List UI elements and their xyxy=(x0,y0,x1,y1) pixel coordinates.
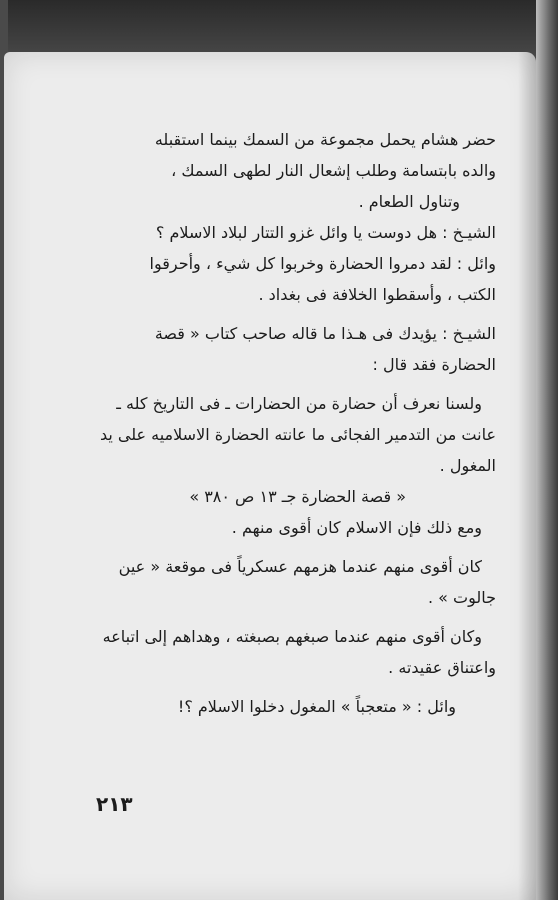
page-text xyxy=(26,124,496,722)
page-fold-shadow xyxy=(518,52,536,900)
text-line: والده بابتسامة وطلب إشعال النار لطهى السمك ، xyxy=(171,161,496,180)
quote-line: المغول . xyxy=(439,456,496,475)
text-line: الكتب ، وأسقطوا الخلافة فى بغداد . xyxy=(258,285,496,304)
dialogue-line-wael: وائل : لقد دمروا الحضارة وخربوا كل شيء ، وأحرقوا xyxy=(149,254,496,273)
page-number: ٢١٣ xyxy=(96,792,133,816)
text-line: جالوت » . xyxy=(427,588,496,607)
text-line: وكان أقوى منهم عندما صبغهم بصبغته ، وهداهم إلى اتباعه xyxy=(102,627,482,646)
text-line: واعتناق عقيدته . xyxy=(388,658,496,677)
quote-line: عانت من التدمير الفجائى ما عانته الحضارة الاسلاميه على يد xyxy=(99,425,496,444)
dialogue-line-sheikh: الشيـخ : هل دوست يا وائل غزو التتار لبلاد الاسلام ؟ xyxy=(155,223,496,242)
citation: « قصة الحضارة جـ ١٣ ص ٣٨٠ » xyxy=(189,487,406,506)
dialogue-line-wael: وائل : « متعجباً » المغول دخلوا الاسلام ؟! xyxy=(177,697,456,716)
quote-line: ولسنا نعرف أن حضارة من الحضارات ـ فى التاريخ كله ـ xyxy=(116,394,482,413)
text-line: حضر هشام يحمل مجموعة من السمك بينما استقبله xyxy=(154,130,496,149)
text-line: الحضارة فقد قال : xyxy=(372,355,496,374)
text-line: ومع ذلك فإن الاسلام كان أقوى منهم . xyxy=(231,518,482,537)
scanner-background-right xyxy=(536,0,558,900)
book-page xyxy=(4,52,536,900)
text-line: كان أقوى منهم عندما هزمهم عسكرياً فى موقعة « عين xyxy=(118,557,482,576)
text-line: وتناول الطعام . xyxy=(358,192,460,211)
dialogue-line-sheikh: الشيـخ : يؤيدك فى هـذا ما قاله صاحب كتاب « قصة xyxy=(154,324,496,343)
